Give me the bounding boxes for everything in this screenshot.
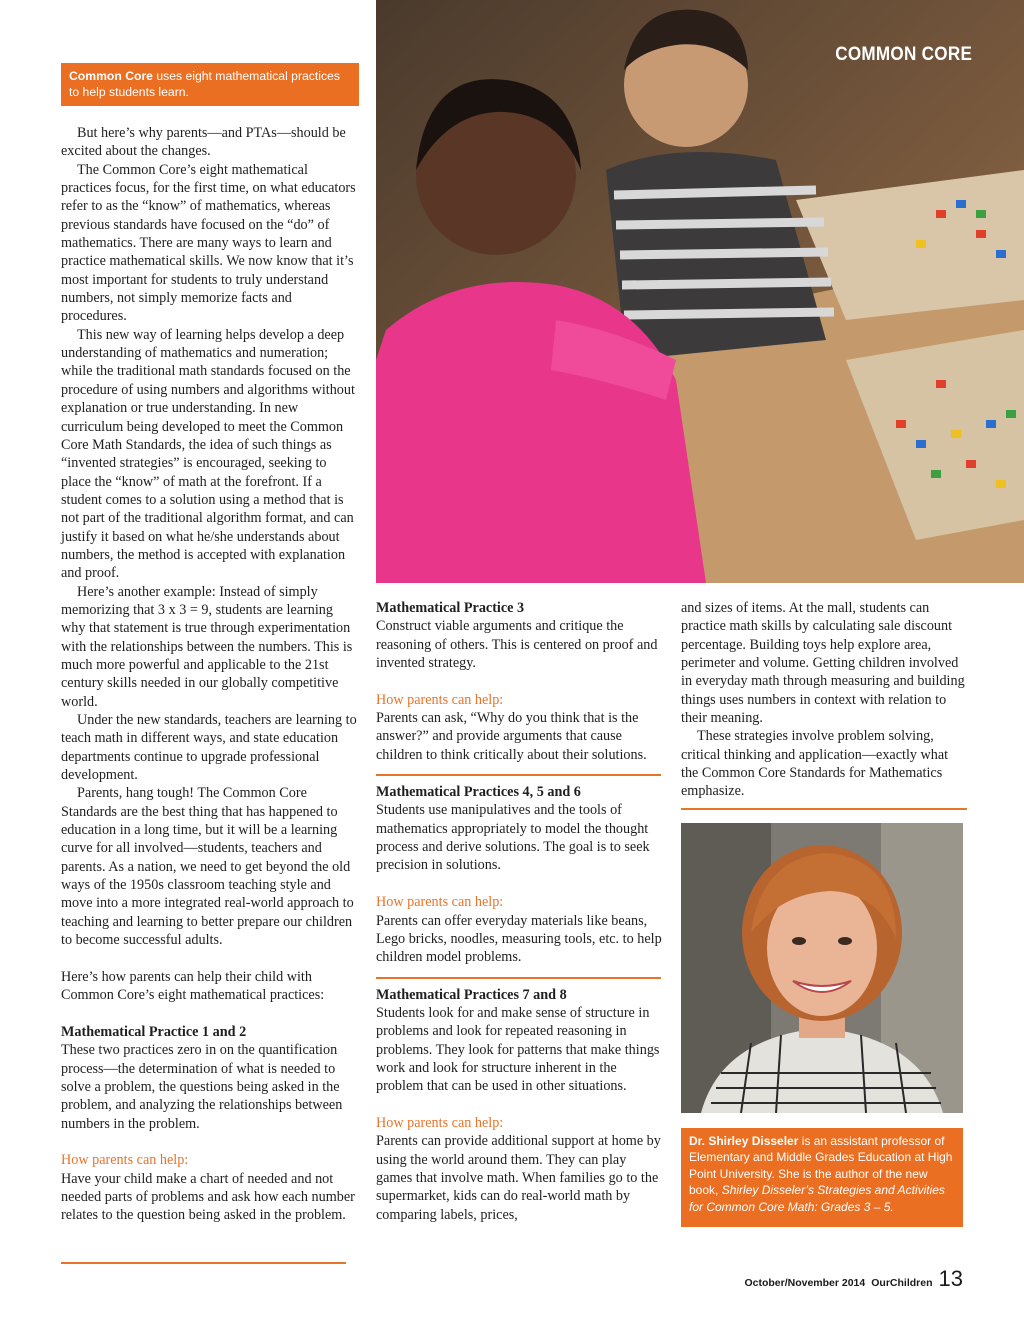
divider <box>681 808 967 810</box>
magazine-name: OurChildren <box>871 1277 933 1289</box>
practice-text: Students use manipulatives and the tools of mathematics appropriately to model the thought process and derive solutions. The goal is to seek precision in solutions. <box>376 802 650 874</box>
divider <box>61 1262 346 1264</box>
practice-heading: Mathematical Practices 7 and 8 <box>376 986 567 1003</box>
paragraph: Here’s how parents can help their child with Common Core’s eight mathematical practices: <box>61 968 325 1004</box>
paragraph: This new way of learning helps develop a deep understanding of mathematics and numeration; while the traditional math standards focused on the procedure of using numbers and algorithms without explanation or true understanding. In new curriculum being developed to meet the Common Core Math Standards, the idea of such things as “invented strategies” is encouraged, seeking to place the “know” of math at the forefront. If a student comes to a solution using a method that is not part of the traditional algorithm format, and can justify it based on what he/she understands about numbers, the method is accepted with explanation and proof. <box>61 326 355 582</box>
paragraph: Parents, hang tough! The Common Core Standards are the best thing that has happened to education in a long time, but it will be a learning curve for all involved—students, teachers and parents. As a nation, we need to get beyond the old ways of the 1950s classroom teaching style and move into a more integrated real-world approach to teaching and learning to better prepare our children to become successful adults. <box>61 785 354 949</box>
column-3 <box>681 599 967 801</box>
practice-heading: Mathematical Practices 4, 5 and 6 <box>376 784 581 801</box>
help-label: How parents can help: <box>376 691 504 708</box>
practice-heading: Mathematical Practice 1 and 2 <box>61 1023 247 1040</box>
practice-text: Construct viable arguments and critique the reasoning of others. This is centered on proof and invented strategy. <box>376 618 658 672</box>
help-label: How parents can help: <box>61 1152 189 1169</box>
bio-text: is an assistant professor of Elementary and Middle Grades Education at High Point University. She is the author of the new book, <box>689 1134 953 1198</box>
paragraph: and sizes of items. At the mall, students can practice math skills by calculating sale discount percentage. Building toys help explore area, perimeter and volume. Getting children involved in everyday math through measuring and building things uses numbers in context with relation to their meaning. <box>681 600 965 727</box>
divider <box>376 774 661 776</box>
author-portrait-illustration <box>681 823 963 1113</box>
column-2 <box>376 599 662 1224</box>
paragraph: Here’s another example: Instead of simply memorizing that 3 x 3 = 9, students are learning why that statement is true through experimentation with the relationships between the numbers. This is much more powerful and applicable to the 21st century skills needed in our globally competitive world. <box>61 583 353 710</box>
help-text: Parents can provide additional support at home by using the world around them. They can play games that involve math. When families go to the supermarket, kids can do real-world math by comparing labels, prices, <box>376 1133 661 1223</box>
paragraph: These strategies involve problem solving, critical thinking and application—exactly what the Common Core Standards for Mathematics emphasize. <box>681 728 949 800</box>
book-title: Shirley Disseler’s Strategies and Activities for Common Core Math: Grades 3 – 5. <box>689 1183 945 1214</box>
paragraph: The Common Core’s eight mathematical practices focus, for the first time, on what educators refer to as the “know” of mathematics, whereas previous standards have focused on the “do” of mathematics. There are many ways to learn and practice mathematical skills. We now know that it’s most important for students to truly understand numbers, not simply memorize facts and procedures. <box>61 161 356 325</box>
author-bio <box>681 1128 963 1227</box>
author-name: Dr. Shirley Disseler <box>689 1134 799 1148</box>
classroom-photo-illustration <box>376 0 1024 583</box>
help-text: Parents can offer everyday materials like beans, Lego bricks, noodles, measuring tools, etc. to help children model problems. <box>376 912 662 966</box>
practice-text: These two practices zero in on the quantification process—the determination of what is needed to solve a problem, the questions being asked in the problem, and analyzing the relationships between numbers in the problem. <box>61 1042 343 1132</box>
help-label: How parents can help: <box>376 1114 504 1131</box>
practice-text: Students look for and make sense of structure in problems and look for repeated reasoning in problems. They look for patterns that make things work and look for structure inherent in the problem that can be used in other situations. <box>376 1004 660 1095</box>
practice-heading: Mathematical Practice 3 <box>376 600 525 616</box>
paragraph: But here’s why parents—and PTAs—should be excited about the changes. <box>61 125 346 160</box>
callout-bold: Common Core <box>69 69 153 83</box>
classroom-photo <box>376 0 1024 583</box>
paragraph: Under the new standards, teachers are learning to teach math in different ways, and state education departments continue to upgrade professional development. <box>61 712 357 784</box>
column-1 <box>61 124 359 1225</box>
help-text: Have your child make a chart of needed and not needed parts of problems and ask how each number relates to the question being asked in the problem. <box>61 1170 355 1224</box>
help-label: How parents can help: <box>376 894 504 911</box>
callout-text: uses eight mathematical practices to help students learn. <box>69 69 340 99</box>
callout-box <box>61 63 359 106</box>
author-portrait <box>681 823 963 1113</box>
issue-date: October/November 2014 <box>744 1277 866 1289</box>
page-number: 13 <box>938 1266 963 1291</box>
section-tag: COMMON CORE <box>835 44 972 65</box>
page-footer <box>744 1266 963 1292</box>
divider <box>376 977 661 979</box>
help-text: Parents can ask, “Why do you think that is the answer?” and provide arguments that cause children to think critically about their solutions. <box>376 710 647 763</box>
